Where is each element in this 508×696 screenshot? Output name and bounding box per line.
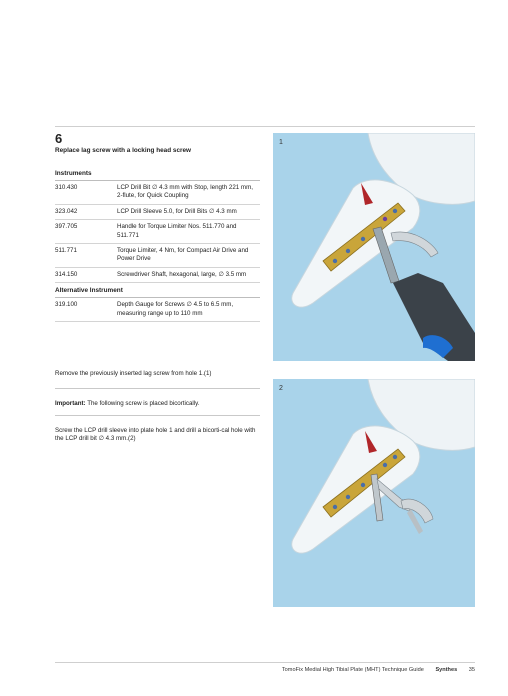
table-row xyxy=(55,244,260,268)
figure-label: 2 xyxy=(279,385,283,392)
bottom-rule xyxy=(55,662,475,663)
page-number: 35 xyxy=(468,667,475,673)
instruction-2: Screw the LCP drill sleeve into plate hole 1 and drill a bicorti-cal hole with the LCP drill bit ∅ 4.3 mm.(2) xyxy=(55,427,256,443)
footer-guide-title: TomoFix Medial High Tibial Plate (MHT) Technique Guide xyxy=(281,667,424,673)
figure-2-illustration xyxy=(273,379,475,607)
alternative-heading: Alternative Instrument xyxy=(55,283,260,298)
figure-label: 1 xyxy=(279,139,283,146)
instrument-code: 314.150 xyxy=(55,270,78,278)
table-row xyxy=(55,181,260,205)
instrument-code: 319.100 xyxy=(55,301,78,309)
important-label: Important: xyxy=(55,400,86,407)
instrument-code: 310.430 xyxy=(55,184,78,191)
instrument-description: LCP Drill Sleeve 5.0, for Drill Bits ∅ 4.3 mm xyxy=(117,207,237,215)
figure-1 xyxy=(273,133,475,361)
step-title: Replace lag screw with a locking head screw xyxy=(55,147,192,154)
instrument-code: 511.771 xyxy=(55,247,77,255)
instrument-code: 323.042 xyxy=(55,207,78,215)
instrument-code: 397.705 xyxy=(55,223,78,231)
footer-brand: Synthes xyxy=(435,667,458,673)
important-note xyxy=(55,400,260,407)
step-number: 6 xyxy=(55,131,63,146)
top-rule xyxy=(55,126,475,127)
page-footer xyxy=(282,667,475,673)
instrument-description: Handle for Torque Limiter Nos. 511.770 and 511.771 xyxy=(117,223,237,239)
instrument-description: LCP Drill Bit ∅ 4.3 mm with Stop, length 221 mm, 2-flute, for Quick Coupling xyxy=(117,184,253,200)
table-row xyxy=(55,205,260,220)
divider xyxy=(55,415,260,416)
figure-2 xyxy=(273,379,475,607)
instruments-table xyxy=(55,166,260,322)
figure-1-illustration xyxy=(273,133,475,361)
instrument-description: Depth Gauge for Screws ∅ 4.5 to 6.5 mm, measuring range up to 110 mm xyxy=(117,301,234,317)
divider xyxy=(55,388,260,389)
instrument-description: Screwdriver Shaft, hexagonal, large, ∅ 3.5 mm xyxy=(117,270,247,278)
table-row xyxy=(55,220,260,244)
instruction-1: Remove the previously inserted lag screw from hole 1.(1) xyxy=(55,370,212,377)
table-row xyxy=(55,298,260,322)
instrument-description: Torque Limiter, 4 Nm, for Compact Air Drive and Power Drive xyxy=(117,247,249,263)
table-row xyxy=(55,268,260,283)
instruments-heading: Instruments xyxy=(55,166,260,181)
important-text: The following screw is placed bicortically. xyxy=(85,400,200,407)
